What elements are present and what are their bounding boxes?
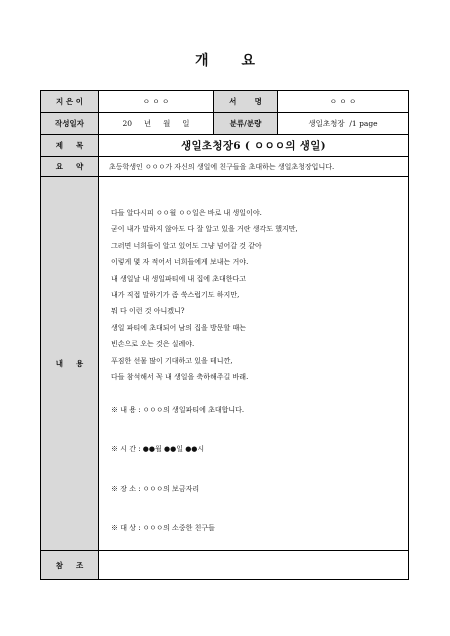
overview-form <box>40 90 409 580</box>
content-line: 다들 알다시피 ㅇㅇ월 ㅇㅇ일은 바로 내 생일이야. <box>111 209 262 217</box>
content-line: 내가 직접 말하기가 좀 쑥스럽기도 하지만, <box>111 291 240 300</box>
author-label: 지 은 이 <box>41 91 99 112</box>
subject-value: 생일초청장6 ( ㅇㅇㅇ의 생일) <box>181 140 326 152</box>
date-row <box>41 113 408 135</box>
detail-target: ※ 대 상 : ㅇㅇㅇ의 소중한 친구들 <box>111 524 215 533</box>
content-body <box>99 177 408 550</box>
summary-row <box>41 157 408 177</box>
page-title-char-2: 요 <box>241 53 255 69</box>
subject-label: 제 목 <box>41 135 99 156</box>
reference-label: 참 조 <box>41 551 99 579</box>
reference-row <box>41 551 408 579</box>
content-line: 그러면 너희들이 알고 있어도 그냥 넘어갈 것 같아 <box>111 241 262 250</box>
category-value: 생일초청장 /1 page <box>308 119 378 128</box>
content-line: 빈손으로 오는 것은 실례야. <box>111 340 195 349</box>
signature-value: ㅇ ㅇ ㅇ <box>329 97 357 106</box>
content-line: 굳이 내가 말하지 않아도 다 잘 알고 있을 거란 생각도 했지만, <box>111 225 298 234</box>
content-label: 내 용 <box>41 177 99 550</box>
summary-value: 초등학생인 ㅇㅇㅇ가 자신의 생일에 친구들을 초대하는 생일초청장입니다. <box>109 162 335 171</box>
detail-time: ※ 시 간 : ●●월 ●●일 ●●시 <box>111 445 205 454</box>
content-line: 내 생일날 내 생일파티에 내 집에 초대한다고 <box>111 274 247 283</box>
content-line: 푸짐한 선물 많이 기대하고 있을 테니깐, <box>111 356 233 365</box>
detail-place: ※ 장 소 : ㅇㅇㅇ의 보금자리 <box>111 484 200 493</box>
content-line: 뭐 다 이런 것 아니겠니? <box>111 307 185 316</box>
content-row <box>41 177 408 551</box>
date-value: 20 년 월 일 <box>99 113 214 134</box>
content-line: 다들 참석해서 꼭 내 생일을 축하해주길 바래. <box>111 373 249 382</box>
detail-content: ※ 내 용 : ㅇㅇㅇ의 생일파티에 초대합니다. <box>111 405 245 414</box>
page-title-char-1: 개 <box>195 53 209 69</box>
signature-label: 서 명 <box>214 91 278 112</box>
date-label: 작성일자 <box>41 113 99 134</box>
subject-row <box>41 135 408 157</box>
page-title <box>0 50 450 70</box>
category-label: 분류/분량 <box>214 113 278 134</box>
summary-label: 요 약 <box>41 157 99 176</box>
content-line: 생일 파티에 초대되어 남의 집을 방문할 때는 <box>111 323 247 332</box>
author-row <box>41 91 408 113</box>
author-value: ㅇ ㅇ ㅇ <box>99 91 214 112</box>
content-line: 이렇게 몇 자 적어서 너희들에게 보내는 거야. <box>111 258 249 267</box>
reference-value <box>99 551 408 579</box>
